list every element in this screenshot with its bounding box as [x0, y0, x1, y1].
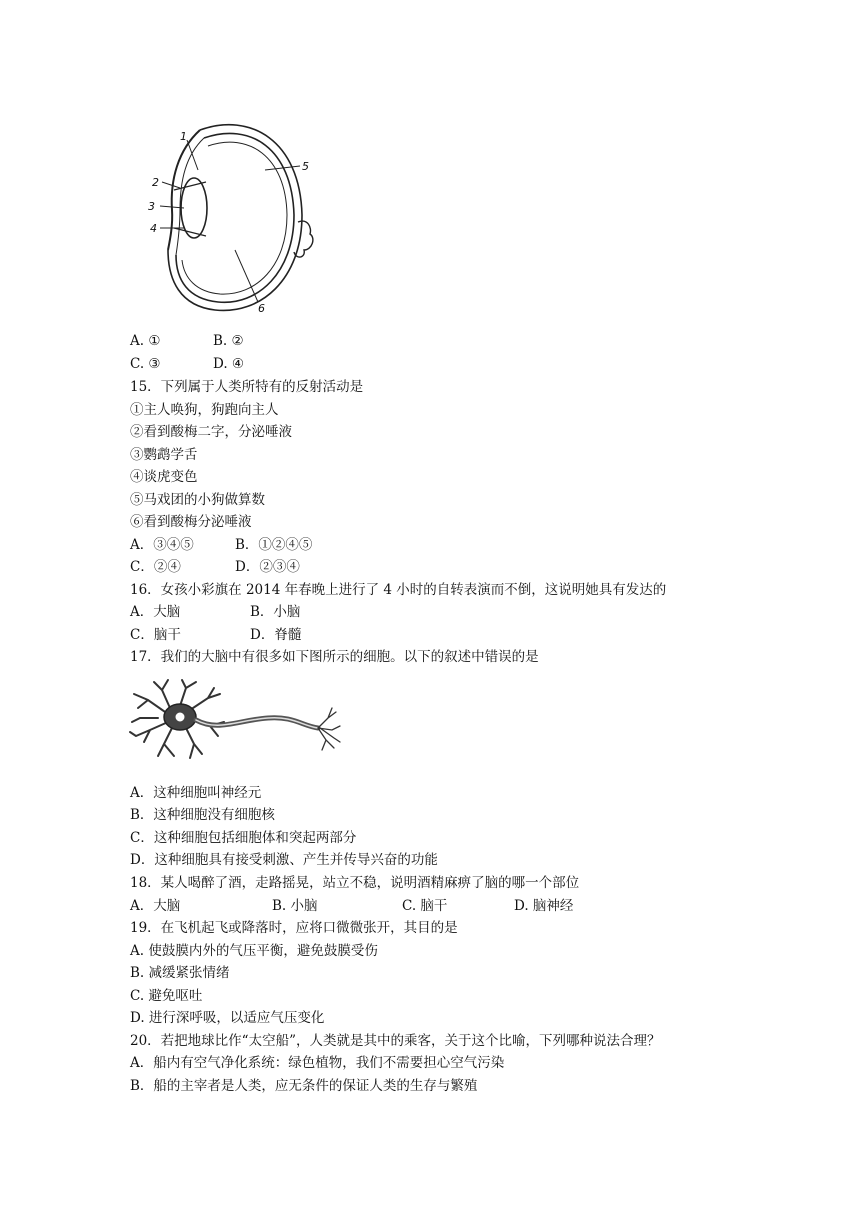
- q15-item-6: ⑥看到酸梅分泌唾液: [130, 514, 252, 530]
- q18-option-a: A．大脑: [130, 898, 181, 914]
- eyeball-diagram: [140, 110, 325, 320]
- q17-option-d: D．这种细胞具有接受刺激、产生并传导兴奋的功能: [130, 852, 438, 868]
- neuron-nucleus: [176, 713, 184, 721]
- q14-option-d: D. ④: [213, 356, 245, 372]
- q15-stem: 15．下列属于人类所特有的反射活动是: [130, 379, 364, 395]
- q19-option-d: D. 进行深呼吸，以适应气压变化: [130, 1010, 325, 1026]
- q15-option-c: C．②④: [130, 559, 181, 575]
- neuron-axon-terminals: [318, 708, 340, 750]
- q20-stem: 20．若把地球比作“太空船”，人类就是其中的乘客，关于这个比喻，下列哪种说法合理？: [130, 1033, 661, 1049]
- q16-option-d: D．脊髓: [250, 627, 302, 643]
- q14-option-b: B. ②: [213, 333, 244, 349]
- q15-item-2: ②看到酸梅二字，分泌唾液: [130, 424, 292, 440]
- q15-option-b: B．①②④⑤: [235, 537, 313, 553]
- q19-option-b: B. 减缓紧张情绪: [130, 965, 230, 981]
- q15-option-a: A．③④⑤: [130, 537, 194, 553]
- q17-option-c: C．这种细胞包括细胞体和突起两部分: [130, 830, 357, 846]
- q18-option-d: D. 脑神经: [514, 898, 574, 914]
- eye-label-1: 1: [180, 130, 187, 143]
- q17-stem: 17．我们的大脑中有很多如下图所示的细胞。以下的叙述中错误的是: [130, 649, 539, 665]
- q16-stem: 16．女孩小彩旗在 2014 年春晚上进行了 4 小时的自转表演而不倒，这说明她具有发达的: [130, 582, 667, 598]
- q20-option-b: B．船的主宰者是人类，应无条件的保证人类的生存与繁殖: [130, 1078, 478, 1094]
- q17-option-b: B．这种细胞没有细胞核: [130, 807, 275, 823]
- q15-option-d: D．②③④: [235, 559, 300, 575]
- q15-item-5: ⑤马戏团的小狗做算数: [130, 492, 265, 508]
- eye-label-6: 6: [258, 302, 265, 315]
- eye-label-3: 3: [148, 200, 155, 213]
- q16-option-c: C．脑干: [130, 627, 181, 643]
- q16-option-b: B．小脑: [250, 604, 301, 620]
- q16-option-a: A．大脑: [130, 604, 181, 620]
- q14-option-a: A. ①: [130, 333, 161, 349]
- q19-stem: 19．在飞机起飞或降落时，应将口微微张开，其目的是: [130, 920, 458, 936]
- neuron-diagram: [128, 678, 343, 762]
- eye-label-4: 4: [150, 222, 157, 235]
- q15-item-1: ①主人唤狗，狗跑向主人: [130, 402, 279, 418]
- q20-option-a: A．船内有空气净化系统：绿色植物，我们不需要担心空气污染: [130, 1055, 505, 1071]
- q17-option-a: A．这种细胞叫神经元: [130, 785, 262, 801]
- q18-stem: 18．某人喝醉了酒，走路摇晃，站立不稳，说明酒精麻痹了脑的哪一个部位: [130, 875, 580, 891]
- q15-item-3: ③鹦鹉学舌: [130, 447, 198, 463]
- eye-label-2: 2: [152, 176, 159, 189]
- q18-option-b: B. 小脑: [272, 898, 318, 914]
- q19-option-c: C. 避免呕吐: [130, 988, 203, 1004]
- q15-item-4: ④谈虎变色: [130, 469, 198, 485]
- q14-option-c: C. ③: [130, 356, 161, 372]
- q18-option-c: C. 脑干: [402, 898, 448, 914]
- q19-option-a: A. 使鼓膜内外的气压平衡，避免鼓膜受伤: [130, 943, 378, 959]
- eye-label-5: 5: [302, 160, 309, 173]
- eyeball-outer-wall: [168, 125, 302, 311]
